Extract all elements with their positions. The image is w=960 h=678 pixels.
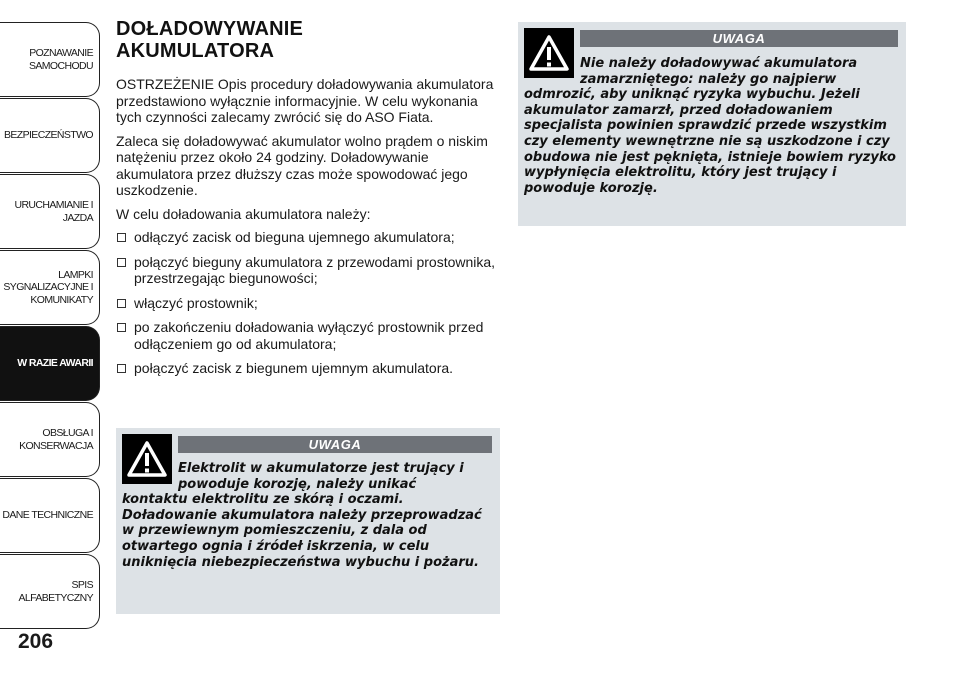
list-item xyxy=(116,229,500,246)
tab-uruchamianie-i-jazda[interactable] xyxy=(0,174,100,249)
list-item xyxy=(116,295,500,312)
warning-box-frozen-battery xyxy=(518,22,906,226)
tab-obsluga-i-konserwacja[interactable] xyxy=(0,402,100,477)
warning-text-indent: Elektrolit w akumulatorze jest trujący i powoduje korozję, należy unikać xyxy=(178,461,464,492)
tab-label: KOMUNIKATY xyxy=(30,293,93,306)
tab-label: W RAZIE AWARII xyxy=(17,357,93,370)
section-title xyxy=(116,18,500,62)
step-text: włączyć prostownik; xyxy=(134,294,258,311)
list-item xyxy=(116,319,500,352)
list-item xyxy=(116,360,500,377)
warning-box-electrolyte xyxy=(116,428,500,614)
warning-text-indent: Nie należy doładowywać akumulatora zamarzniętego: należy go najpierw xyxy=(580,56,858,87)
battery-charging-section xyxy=(116,18,500,385)
title-line: DOŁADOWYWANIE xyxy=(116,18,304,40)
warning-text xyxy=(524,56,898,196)
warning-header: UWAGA xyxy=(580,30,898,47)
tab-w-razie-awarii[interactable] xyxy=(0,326,100,401)
checkbox-bullet-icon xyxy=(117,258,126,267)
tab-label: POZNAWANIE xyxy=(29,47,93,60)
tab-lampki-sygnalizacyjne[interactable] xyxy=(0,250,100,325)
tab-label: BEZPIECZEŃSTWO xyxy=(3,129,93,142)
checkbox-bullet-icon xyxy=(117,364,126,373)
tab-label: SPIS ALFABETYCZNY xyxy=(18,579,93,604)
tab-label: SYGNALIZACYJNE I xyxy=(3,281,93,294)
step-text: po zakończeniu doładowania wyłączyć prostownik przed odłączeniem go od akumulatora; xyxy=(134,319,484,352)
warning-text-rest: odmrozić, aby uniknąć ryzyka wybuchu. Jeżeli akumulator zamarzł, przed doładowaniem specjalista powinien sprawdzić przede wszystkim czy elementy wewnętrzne nie są uszkodzone i czy obudowa nie jest pęknięta, istnieje bowiem ryzyko wypłynięcia elektrolitu, który jest trujący i powoduje korozję. xyxy=(524,87,896,196)
charging-advice-paragraph: Zaleca się doładowywać akumulator wolno prądem o niskim natężeniu przez około 24 godziny. Doładowywanie akumulatora przez dłuższy czas może spowodować jego uszkodzenie. xyxy=(116,132,488,198)
warning-text-rest: kontaktu elektrolitu ze skórą i oczami. Doładowanie akumulatora należy przeprowadzać w przewiewnym pomieszczeniu, z dala od otwartego ognia i źródeł iskrzenia, w celu uniknięcia niebezpieczeństwa wybuchu i pożaru. xyxy=(122,492,482,570)
list-item xyxy=(116,254,500,287)
title-line: AKUMULATORA xyxy=(116,40,275,62)
warning-text xyxy=(122,461,492,570)
warning-triangle-icon xyxy=(122,434,172,484)
tab-dane-techniczne[interactable] xyxy=(0,478,100,553)
checkbox-bullet-icon xyxy=(117,233,126,242)
checkbox-bullet-icon xyxy=(117,299,126,308)
tab-poznawanie-samochodu[interactable] xyxy=(0,22,100,97)
tab-label: JAZDA xyxy=(62,211,93,224)
step-text: połączyć zacisk z biegunem ujemnym akumulatora. xyxy=(134,360,454,376)
warning-triangle-icon xyxy=(524,28,574,78)
charging-steps-list xyxy=(116,229,500,377)
tab-label: SAMOCHODU xyxy=(28,59,93,72)
tab-label: OBSŁUGA I xyxy=(42,427,93,440)
tab-bezpieczenstwo[interactable] xyxy=(0,98,100,173)
steps-intro: W celu doładowania akumulatora należy: xyxy=(116,205,371,222)
checkbox-bullet-icon xyxy=(117,323,126,332)
tab-label: URUCHAMIANIE I xyxy=(14,199,93,212)
page-number: 206 xyxy=(18,630,54,653)
warning-header: UWAGA xyxy=(178,436,492,453)
tab-label: DANE TECHNICZNE xyxy=(2,509,93,522)
step-text: odłączyć zacisk od bieguna ujemnego akumulatora; xyxy=(134,229,455,245)
tab-label: KONSERWACJA xyxy=(19,439,93,452)
tab-label: LAMPKI xyxy=(58,269,93,282)
tab-spis-alfabetyczny[interactable] xyxy=(0,554,100,629)
caution-paragraph: OSTRZEŻENIE Opis procedury doładowywania akumulatora przedstawiono wyłącznie informacyjnie. W celu wykonania tych czynności zalecamy zwrócić się do ASO Fiata. xyxy=(116,76,494,125)
step-text: połączyć bieguny akumulatora z przewodami prostownika, przestrzegając biegunowości; xyxy=(134,253,496,286)
